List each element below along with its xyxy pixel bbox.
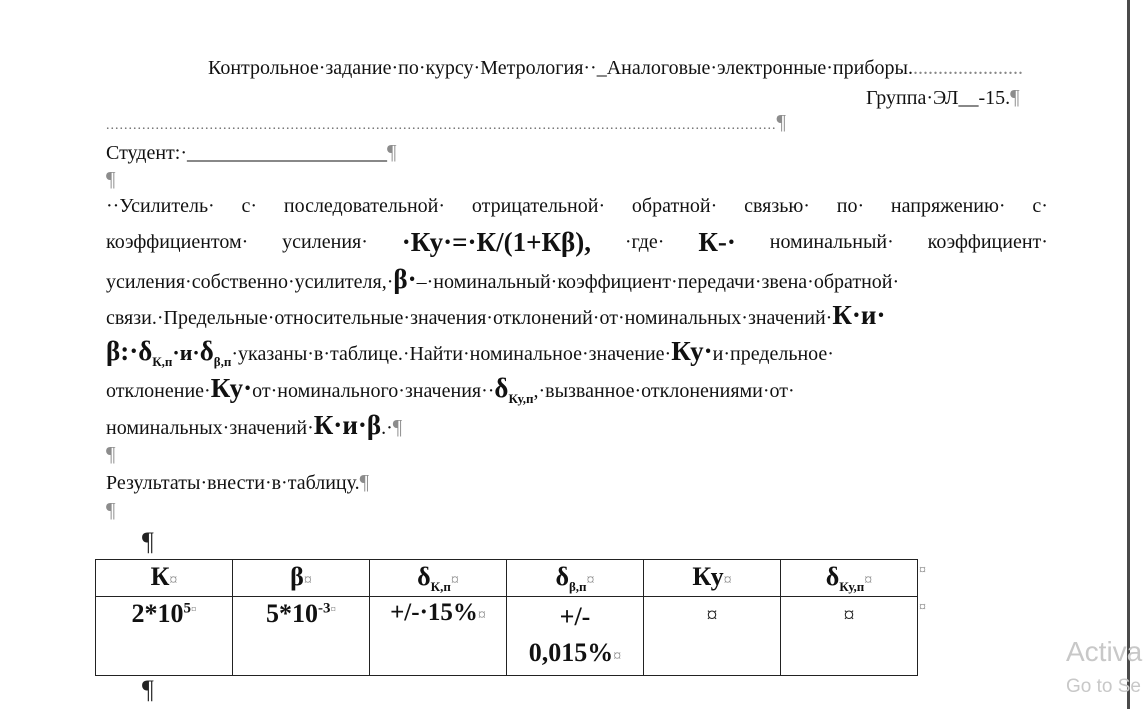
symbol-k: К-· <box>698 227 736 257</box>
value-cell-ky[interactable] <box>644 597 781 676</box>
table-header-row <box>96 560 918 597</box>
activation-watermark-subtitle: Go to Se <box>1066 676 1141 697</box>
cell-mark: ¤ <box>864 572 873 589</box>
empty-paragraph <box>106 442 116 467</box>
task-word: усиления· <box>282 231 368 253</box>
cell-mark: ¤ <box>706 602 718 627</box>
value-cell-beta[interactable]: $5*10^{-3¤}$ <box>233 597 370 676</box>
student-blank[interactable]: ____________________ <box>187 142 388 164</box>
task-word: ·где· <box>624 231 665 253</box>
task-word: последовательной· <box>283 195 446 217</box>
value-cell-k[interactable]: $2*10^{5¤}$ <box>96 597 233 676</box>
value-cell-delta-beta[interactable]: +/- 0,015%¤ <box>507 597 644 676</box>
delta-beta-subscript: β,п <box>213 354 232 369</box>
symbol-beta: β:· <box>106 336 139 366</box>
pilcrow: ¶ <box>106 167 116 191</box>
cell-mark: ¤ <box>450 572 459 589</box>
task-word: коэффициентом· <box>106 231 249 253</box>
delta-beta: δ <box>199 336 214 366</box>
task-line-7 <box>106 410 402 443</box>
cell-mark: ¤ <box>723 572 732 589</box>
symbol-k-and: К·и· <box>832 300 886 330</box>
task-line-1 <box>106 194 1048 218</box>
task-text: от·номинального·значения· <box>252 380 488 402</box>
gain-formula: ·Ку·=·К/(1+Кβ), <box>401 227 592 257</box>
delta-ky-subscript: Ку,п <box>508 391 534 406</box>
cell-mark: ¤ <box>191 603 197 616</box>
task-text: отклонение· <box>106 380 211 402</box>
document-title: Контрольное·задание·по·курсу·Метрология··_Аналоговые·электронные·приборы. <box>208 57 913 79</box>
empty-paragraph <box>142 527 154 556</box>
row-end-mark: ¤ <box>919 563 926 578</box>
task-line-3 <box>106 264 899 297</box>
empty-paragraph <box>142 675 154 704</box>
pilcrow: ¶ <box>1010 85 1020 109</box>
table-row <box>96 597 918 676</box>
value-cell-delta-k[interactable]: +/-·15%¤ <box>370 597 507 676</box>
task-text: связи.·Предельные·относительные·значения·отклонений·от·номинальных·значений· <box>106 307 833 329</box>
activation-watermark-title: Activa <box>1066 636 1143 667</box>
delta-k-subscript: К,п <box>152 354 173 369</box>
task-line-6 <box>106 373 795 414</box>
page-edge <box>1127 0 1130 709</box>
delta-ky: δ <box>494 373 509 403</box>
group-label: Группа·ЭЛ__-15. <box>866 87 1011 109</box>
group-line <box>866 85 1020 110</box>
task-word: номинальный· <box>769 231 894 253</box>
separator-dots: ..................................................................................................................................................... <box>106 118 777 133</box>
task-text: ·указаны·в·таблице.·Найти·номинальное·значение· <box>231 343 672 365</box>
symbol-k-and-beta: К·и·β <box>313 410 382 440</box>
and-word: ·и· <box>172 340 200 365</box>
separator-line <box>106 110 786 138</box>
header-cell-delta-beta[interactable]: $\delta_{\beta,п}¤$ <box>507 560 644 597</box>
task-text: и·предельное· <box>712 343 834 365</box>
task-text: номинальных·значений· <box>106 417 314 439</box>
task-word: связью· <box>744 195 810 217</box>
results-table <box>95 559 918 676</box>
document-title-line <box>208 56 1023 80</box>
header-cell-beta[interactable]: β¤ <box>233 560 370 597</box>
task-word: с· <box>241 195 258 217</box>
task-word: по· <box>836 195 865 217</box>
pilcrow: ¶ <box>106 442 116 466</box>
task-line-4 <box>106 300 885 333</box>
header-cell-delta-k[interactable]: $\delta_{К,п}¤$ <box>370 560 507 597</box>
empty-paragraph <box>106 498 116 523</box>
cell-mark: ¤ <box>477 607 486 624</box>
pilcrow: ¶ <box>106 498 116 522</box>
header-cell-ky[interactable]: Ку¤ <box>644 560 781 597</box>
task-text: усиления·собственно·усилителя,· <box>106 271 394 293</box>
results-label: Результаты·внести·в·таблицу. <box>106 472 360 494</box>
pilcrow: ¶ <box>142 675 154 704</box>
task-word: с· <box>1032 195 1048 217</box>
pilcrow: ¶ <box>387 140 397 164</box>
cell-mark: ¤ <box>843 602 855 627</box>
pilcrow: ¶ <box>359 470 370 494</box>
title-dots: ...................... <box>912 57 1023 79</box>
cell-mark: ¤ <box>613 648 622 665</box>
empty-paragraph <box>106 167 116 192</box>
pilcrow: ¶ <box>776 110 787 134</box>
delta-k: δ <box>138 336 153 366</box>
task-word: отрицательной· <box>471 195 606 217</box>
task-text: · <box>487 380 495 402</box>
pilcrow: ¶ <box>392 415 403 439</box>
cell-mark: ¤ <box>586 572 595 589</box>
symbol-ky: Ку· <box>210 373 253 403</box>
task-word: напряжению· <box>890 195 1006 217</box>
cell-mark: ¤ <box>330 603 336 616</box>
task-word: обратной· <box>631 195 718 217</box>
row-end-mark: ¤ <box>919 600 926 615</box>
pilcrow: ¶ <box>142 527 154 556</box>
results-instruction <box>106 470 369 495</box>
symbol-beta: β· <box>393 264 417 294</box>
value-cell-delta-ky[interactable] <box>781 597 918 676</box>
task-word: ··Усилитель· <box>106 195 215 217</box>
student-line <box>106 140 397 165</box>
header-cell-delta-ky[interactable]: $\delta_{Ку,п}¤$ <box>781 560 918 597</box>
symbol-ky: Ку· <box>671 336 713 366</box>
task-text: .· <box>381 417 393 439</box>
task-text: –·номинальный·коэффициент·передачи·звена·обратной· <box>416 271 900 293</box>
task-line-5 <box>106 336 834 377</box>
task-word: коэффициент· <box>927 231 1048 253</box>
header-cell-k[interactable]: К¤ <box>96 560 233 597</box>
student-label: Студент:· <box>106 142 188 164</box>
task-text: ,·вызванное·отклонениями·от· <box>533 380 795 402</box>
cell-mark: ¤ <box>169 572 178 589</box>
cell-mark: ¤ <box>303 572 312 589</box>
task-line-2 <box>106 227 1048 257</box>
